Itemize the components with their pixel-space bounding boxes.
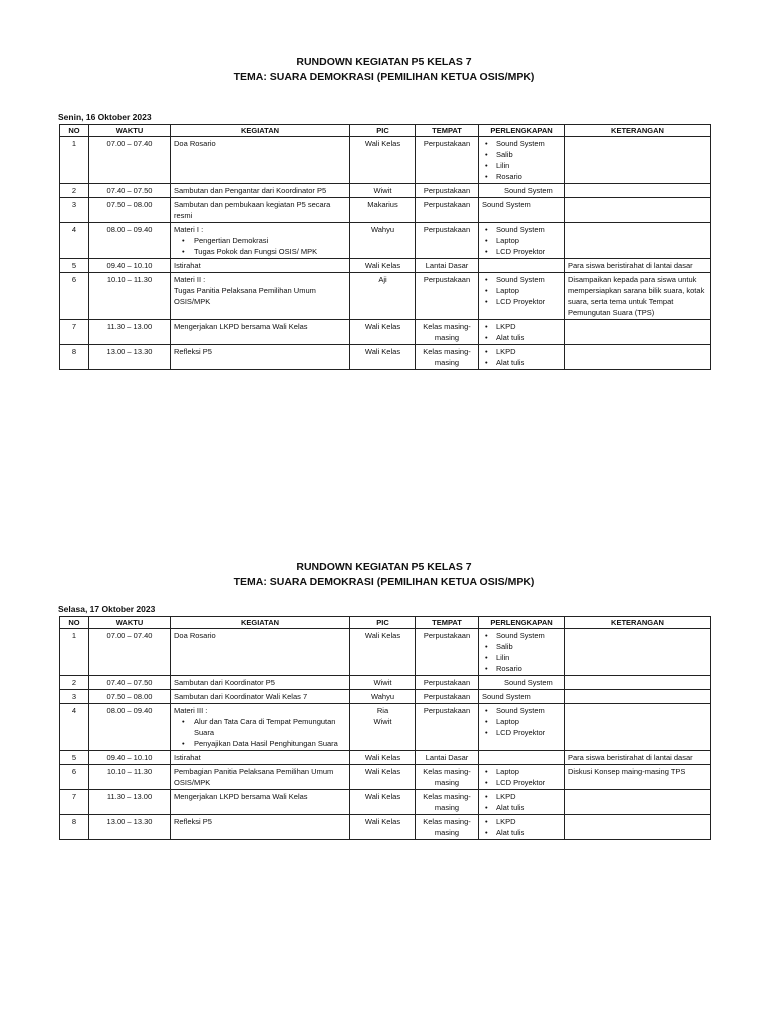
kegiatan-text: Doa Rosario: [174, 139, 216, 148]
cell-perlengkapan: [479, 137, 565, 184]
cell-kegiatan: [171, 676, 350, 690]
cell-pic: [350, 629, 416, 676]
perlengkapan-list: [482, 791, 561, 813]
list-item: • Sound System: [482, 224, 561, 235]
list-item: • LKPD: [482, 346, 561, 357]
cell-keterangan: [565, 198, 711, 223]
list-item: • Rosario: [482, 663, 561, 674]
cell-pic: [350, 184, 416, 198]
header-kegiatan: KEGIATAN: [171, 617, 350, 629]
pic-text: Wiwit: [373, 186, 392, 195]
pic-text: Wali Kelas: [364, 767, 401, 776]
kegiatan-text: Materi III :: [174, 706, 208, 715]
pic-text: Ria Wiwit: [373, 706, 392, 726]
cell-perlengkapan: [479, 345, 565, 370]
list-item: • Lilin: [482, 652, 561, 663]
cell-perlengkapan: [479, 259, 565, 273]
header-pic: PIC: [350, 617, 416, 629]
cell-waktu: 07.00 – 07.40: [89, 629, 171, 676]
cell-waktu: 08.00 – 09.40: [89, 704, 171, 751]
rundown-section-day-1: [0, 55, 768, 367]
cell-kegiatan: [171, 273, 350, 320]
schedule-date: Senin, 16 Oktober 2023: [58, 112, 152, 122]
cell-no: 2: [60, 184, 89, 198]
header-waktu: WAKTU: [89, 617, 171, 629]
cell-pic: [350, 676, 416, 690]
cell-keterangan: [565, 790, 711, 815]
perlengkapan-list: [482, 321, 561, 343]
cell-keterangan: [565, 629, 711, 676]
list-item: • Sound System: [482, 705, 561, 716]
cell-pic: [350, 259, 416, 273]
cell-kegiatan: [171, 690, 350, 704]
cell-no: 4: [60, 223, 89, 259]
list-item: • Laptop: [482, 285, 561, 296]
list-item: • Laptop: [482, 235, 561, 246]
kegiatan-list: [174, 716, 346, 749]
cell-tempat: Perpustakaan: [416, 629, 479, 676]
cell-pic: [350, 273, 416, 320]
pic-text: Wali Kelas: [364, 753, 401, 762]
perlengkapan-text: Sound System: [482, 200, 531, 209]
cell-perlengkapan: [479, 273, 565, 320]
cell-keterangan: [565, 676, 711, 690]
cell-perlengkapan: [479, 184, 565, 198]
cell-kegiatan: [171, 184, 350, 198]
cell-keterangan: Diskusi Konsep maing-masing TPS: [565, 765, 711, 790]
kegiatan-text: Sambutan dan Pengantar dari Koordinator P5: [174, 186, 327, 195]
list-item: • Penyajikan Data Hasil Penghitungan Suara: [174, 738, 346, 749]
cell-no: 1: [60, 137, 89, 184]
cell-pic: [350, 790, 416, 815]
pic-text: Wahyu: [370, 225, 395, 234]
header-tempat: TEMPAT: [416, 125, 479, 137]
cell-waktu: 08.00 – 09.40: [89, 223, 171, 259]
cell-kegiatan: [171, 198, 350, 223]
table-row: [60, 751, 711, 765]
kegiatan-text: Doa Rosario: [174, 631, 216, 640]
pic-text: Aji: [378, 275, 387, 284]
title-line-1: RUNDOWN KEGIATAN P5 KELAS 7: [296, 56, 472, 68]
cell-kegiatan: [171, 790, 350, 815]
header-keterangan: KETERANGAN: [565, 125, 711, 137]
cell-no: 4: [60, 704, 89, 751]
list-item: • LKPD: [482, 321, 561, 332]
cell-pic: [350, 815, 416, 840]
list-item: • LCD Proyektor: [482, 777, 561, 788]
cell-keterangan: Para siswa beristirahat di lantai dasar: [565, 259, 711, 273]
header-kegiatan: KEGIATAN: [171, 125, 350, 137]
cell-tempat: Perpustakaan: [416, 137, 479, 184]
cell-tempat: Kelas masing-masing: [416, 765, 479, 790]
cell-no: 3: [60, 198, 89, 223]
cell-pic: [350, 320, 416, 345]
pic-text: Wali Kelas: [364, 322, 401, 331]
cell-no: 7: [60, 320, 89, 345]
cell-waktu: 09.40 – 10.10: [89, 259, 171, 273]
cell-waktu: 11.30 – 13.00: [89, 790, 171, 815]
cell-tempat: Perpustakaan: [416, 704, 479, 751]
cell-waktu: 09.40 – 10.10: [89, 751, 171, 765]
kegiatan-text: Pembagian Panitia Pelaksana Pemilihan Umum OSIS/MPK: [174, 767, 334, 787]
table-row: [60, 223, 711, 259]
document-title: [0, 55, 768, 85]
header-keterangan: KETERANGAN: [565, 617, 711, 629]
perlengkapan-text: Sound System: [504, 678, 553, 687]
table-row: [60, 790, 711, 815]
list-item: • Salib: [482, 149, 561, 160]
list-item: • Sound System: [482, 630, 561, 641]
cell-kegiatan: [171, 765, 350, 790]
cell-no: 5: [60, 751, 89, 765]
cell-waktu: 10.10 – 11.30: [89, 765, 171, 790]
cell-perlengkapan: [479, 223, 565, 259]
cell-no: 7: [60, 790, 89, 815]
cell-kegiatan: [171, 259, 350, 273]
kegiatan-text: Materi II : Tugas Panitia Pelaksana Pemilihan Umum OSIS/MPK: [174, 275, 316, 306]
table-row: [60, 815, 711, 840]
cell-tempat: Kelas masing-masing: [416, 790, 479, 815]
cell-tempat: Kelas masing-masing: [416, 815, 479, 840]
cell-waktu: 11.30 – 13.00: [89, 320, 171, 345]
cell-tempat: Perpustakaan: [416, 223, 479, 259]
pic-text: Makarius: [367, 200, 398, 209]
cell-keterangan: [565, 815, 711, 840]
pic-text: Wali Kelas: [364, 792, 401, 801]
cell-pic: [350, 345, 416, 370]
cell-perlengkapan: [479, 751, 565, 765]
list-item: • Sound System: [482, 138, 561, 149]
kegiatan-list: [174, 235, 346, 257]
cell-kegiatan: [171, 223, 350, 259]
pic-text: Wali Kelas: [364, 631, 401, 640]
table-row: [60, 184, 711, 198]
kegiatan-text: Sambutan dan pembukaan kegiatan P5 secara resmi: [174, 200, 331, 220]
list-item: • Salib: [482, 641, 561, 652]
title-line-2: TEMA: SUARA DEMOKRASI (PEMILIHAN KETUA OSIS/MPK): [233, 71, 535, 83]
pic-text: Wali Kelas: [364, 347, 401, 356]
cell-pic: [350, 198, 416, 223]
list-item: • Laptop: [482, 766, 561, 777]
table-row: [60, 629, 711, 676]
cell-pic: [350, 223, 416, 259]
perlengkapan-list: [482, 138, 561, 182]
cell-no: 8: [60, 815, 89, 840]
kegiatan-text: Mengerjakan LKPD bersama Wali Kelas: [174, 792, 308, 801]
list-item: • Lilin: [482, 160, 561, 171]
kegiatan-text: Refleksi P5: [174, 347, 212, 356]
pic-text: Wali Kelas: [364, 817, 401, 826]
pic-text: Wali Kelas: [364, 139, 401, 148]
header-perlengkapan: PERLENGKAPAN: [479, 125, 565, 137]
table-row: [60, 273, 711, 320]
perlengkapan-list: [482, 766, 561, 788]
perlengkapan-list: [482, 274, 561, 307]
cell-tempat: Perpustakaan: [416, 198, 479, 223]
perlengkapan-text: Sound System: [504, 186, 553, 195]
list-item: • Alat tulis: [482, 827, 561, 838]
kegiatan-text: Sambutan dari Koordinator Wali Kelas 7: [174, 692, 308, 701]
perlengkapan-list: [482, 705, 561, 738]
cell-perlengkapan: [479, 629, 565, 676]
cell-keterangan: [565, 690, 711, 704]
rundown-table: [59, 124, 711, 370]
cell-tempat: Perpustakaan: [416, 273, 479, 320]
cell-kegiatan: [171, 345, 350, 370]
list-item: • Sound System: [482, 274, 561, 285]
table-header-row: [60, 125, 711, 137]
cell-waktu: 07.50 – 08.00: [89, 690, 171, 704]
table-header-row: [60, 617, 711, 629]
list-item: • LCD Proyektor: [482, 246, 561, 257]
cell-keterangan: Para siswa beristirahat di lantai dasar: [565, 751, 711, 765]
cell-kegiatan: [171, 704, 350, 751]
cell-no: 3: [60, 690, 89, 704]
cell-no: 6: [60, 765, 89, 790]
list-item: • LKPD: [482, 816, 561, 827]
cell-kegiatan: [171, 137, 350, 184]
cell-keterangan: [565, 223, 711, 259]
cell-no: 5: [60, 259, 89, 273]
rundown-section-day-2: [0, 560, 768, 837]
cell-pic: [350, 765, 416, 790]
cell-tempat: Kelas masing-masing: [416, 345, 479, 370]
cell-tempat: Lantai Dasar: [416, 751, 479, 765]
cell-perlengkapan: [479, 198, 565, 223]
cell-keterangan: [565, 320, 711, 345]
header-no: NO: [60, 617, 89, 629]
cell-perlengkapan: [479, 765, 565, 790]
title-line-1: RUNDOWN KEGIATAN P5 KELAS 7: [296, 561, 472, 573]
cell-perlengkapan: [479, 815, 565, 840]
pic-text: Wiwit: [373, 678, 392, 687]
cell-tempat: Perpustakaan: [416, 690, 479, 704]
kegiatan-text: Mengerjakan LKPD bersama Wali Kelas: [174, 322, 308, 331]
kegiatan-text: Istirahat: [174, 261, 201, 270]
table-row: [60, 137, 711, 184]
list-item: • Alat tulis: [482, 332, 561, 343]
cell-waktu: 13.00 – 13.30: [89, 345, 171, 370]
cell-perlengkapan: [479, 704, 565, 751]
pic-text: Wahyu: [370, 692, 395, 701]
cell-waktu: 13.00 – 13.30: [89, 815, 171, 840]
header-no: NO: [60, 125, 89, 137]
perlengkapan-list: [482, 224, 561, 257]
perlengkapan-list: [482, 816, 561, 838]
kegiatan-text: Sambutan dari Koordinator P5: [174, 678, 275, 687]
cell-waktu: 07.40 – 07.50: [89, 676, 171, 690]
header-pic: PIC: [350, 125, 416, 137]
list-item: • LCD Proyektor: [482, 727, 561, 738]
header-waktu: WAKTU: [89, 125, 171, 137]
list-item: • Pengertian Demokrasi: [174, 235, 346, 246]
cell-keterangan: [565, 184, 711, 198]
list-item: • Laptop: [482, 716, 561, 727]
cell-no: 1: [60, 629, 89, 676]
cell-tempat: Kelas masing-masing: [416, 320, 479, 345]
table-row: [60, 690, 711, 704]
table-row: [60, 345, 711, 370]
header-perlengkapan: PERLENGKAPAN: [479, 617, 565, 629]
kegiatan-text: Materi I :: [174, 225, 204, 234]
cell-keterangan: [565, 345, 711, 370]
header-tempat: TEMPAT: [416, 617, 479, 629]
table-row: [60, 259, 711, 273]
kegiatan-text: Istirahat: [174, 753, 201, 762]
cell-perlengkapan: [479, 320, 565, 345]
perlengkapan-list: [482, 630, 561, 674]
table-row: [60, 320, 711, 345]
cell-pic: [350, 137, 416, 184]
perlengkapan-list: [482, 346, 561, 368]
table-row: [60, 704, 711, 751]
list-item: • Rosario: [482, 171, 561, 182]
list-item: • Alat tulis: [482, 357, 561, 368]
cell-tempat: Lantai Dasar: [416, 259, 479, 273]
schedule-date: Selasa, 17 Oktober 2023: [58, 604, 156, 614]
cell-no: 2: [60, 676, 89, 690]
pic-text: Wali Kelas: [364, 261, 401, 270]
perlengkapan-text: Sound System: [482, 692, 531, 701]
cell-perlengkapan: [479, 676, 565, 690]
cell-keterangan: [565, 704, 711, 751]
cell-waktu: 07.00 – 07.40: [89, 137, 171, 184]
cell-no: 6: [60, 273, 89, 320]
table-row: [60, 198, 711, 223]
cell-no: 8: [60, 345, 89, 370]
document-title: [0, 560, 768, 590]
list-item: • Alat tulis: [482, 802, 561, 813]
list-item: • LKPD: [482, 791, 561, 802]
cell-waktu: 10.10 – 11.30: [89, 273, 171, 320]
cell-perlengkapan: [479, 690, 565, 704]
cell-pic: [350, 690, 416, 704]
cell-perlengkapan: [479, 790, 565, 815]
list-item: • Alur dan Tata Cara di Tempat Pemungutan Suara: [174, 716, 346, 738]
cell-keterangan: [565, 137, 711, 184]
list-item: • Tugas Pokok dan Fungsi OSIS/ MPK: [174, 246, 346, 257]
cell-kegiatan: [171, 751, 350, 765]
table-row: [60, 676, 711, 690]
cell-pic: [350, 704, 416, 751]
kegiatan-text: Refleksi P5: [174, 817, 212, 826]
cell-pic: [350, 751, 416, 765]
cell-waktu: 07.50 – 08.00: [89, 198, 171, 223]
cell-waktu: 07.40 – 07.50: [89, 184, 171, 198]
rundown-table: [59, 616, 711, 840]
table-row: [60, 765, 711, 790]
cell-tempat: Perpustakaan: [416, 676, 479, 690]
cell-kegiatan: [171, 629, 350, 676]
title-line-2: TEMA: SUARA DEMOKRASI (PEMILIHAN KETUA OSIS/MPK): [233, 576, 535, 588]
cell-kegiatan: [171, 320, 350, 345]
cell-kegiatan: [171, 815, 350, 840]
cell-keterangan: Disampaikan kepada para siswa untuk mempersiapkan sarana bilik suara, kotak suara, serta tema untuk Tempat Pemungutan Suara (TPS): [565, 273, 711, 320]
cell-tempat: Perpustakaan: [416, 184, 479, 198]
list-item: • LCD Proyektor: [482, 296, 561, 307]
